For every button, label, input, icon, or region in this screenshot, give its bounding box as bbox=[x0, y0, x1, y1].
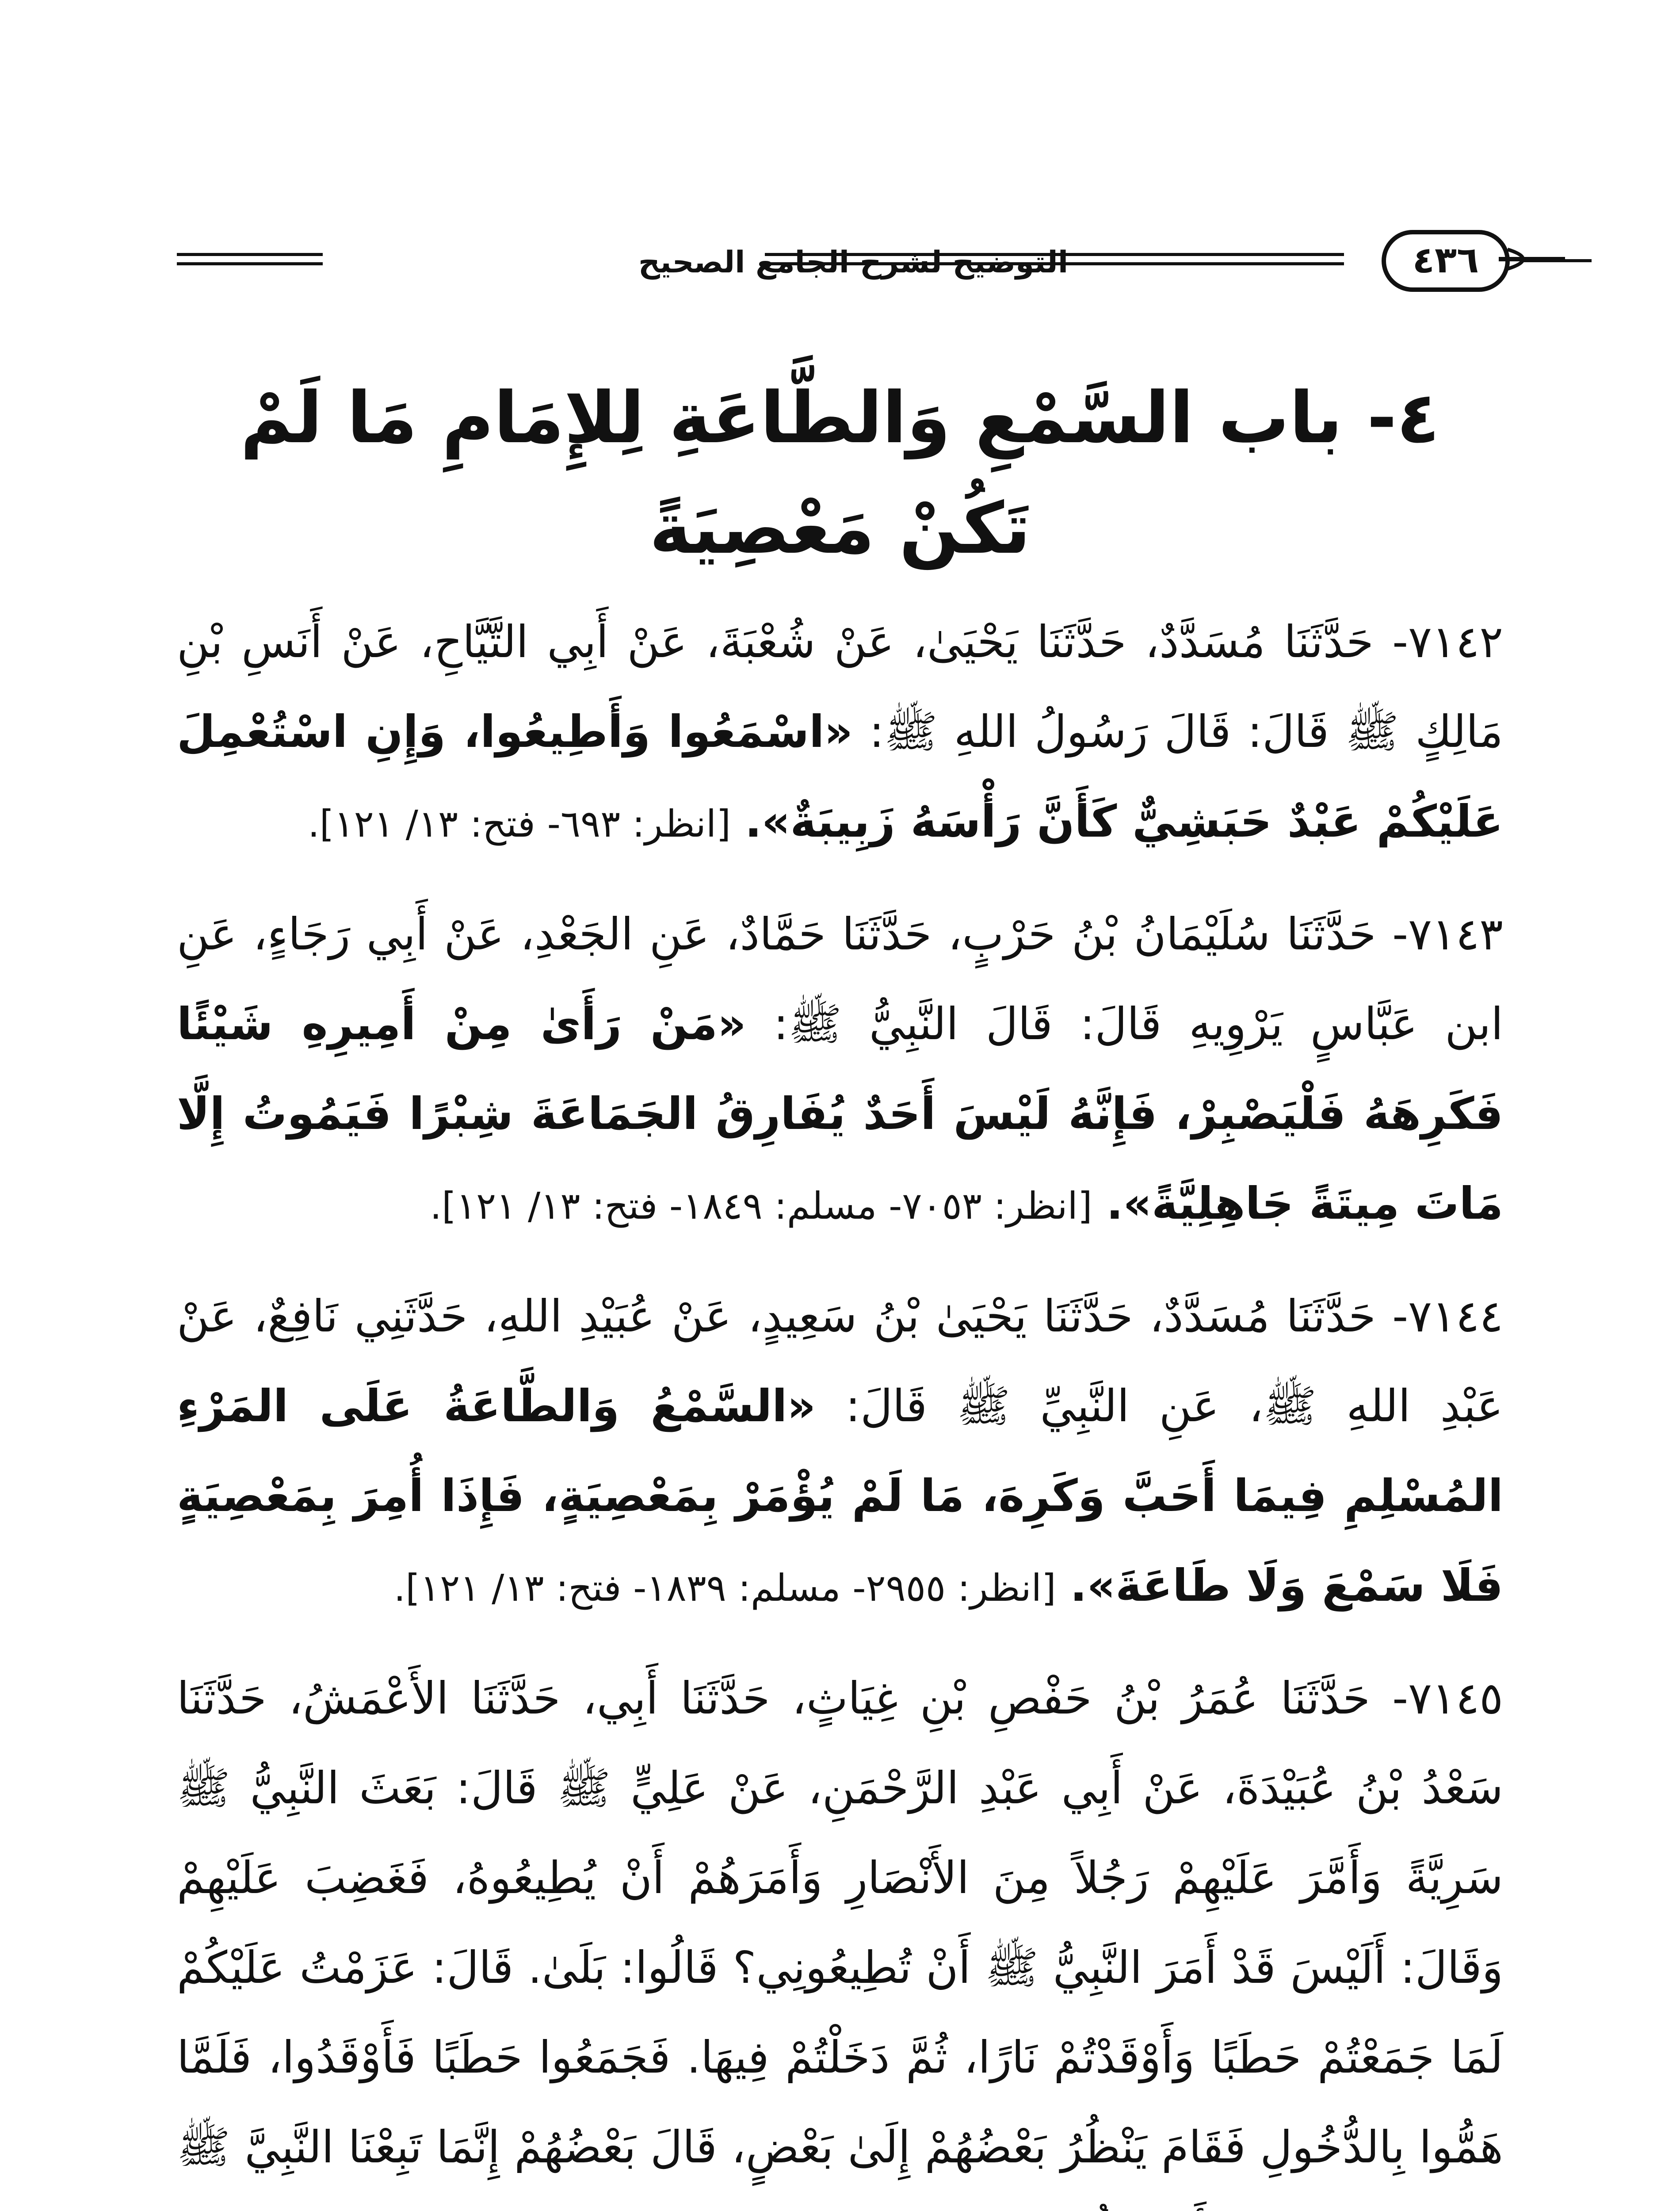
running-header bbox=[177, 230, 1592, 296]
hadith-speech: «اسْمَعُوا وَأَطِيعُوا، وَإِنِ اسْتُعْمِلَ عَلَيْكُمْ عَبْدٌ حَبَشِيٌّ كَأَنَّ رَأْسَهُ زَبِيبَةٌ». bbox=[177, 706, 1503, 847]
hadith-reference: [انظر: ٧٠٥٣- مسلم: ١٨٤٩- فتح: ١٣/ ١٢١]. bbox=[430, 1184, 1092, 1228]
hadith-7143 bbox=[177, 889, 1503, 1251]
hadith-reference: [انظر: ٦٩٣- فتح: ١٣/ ١٢١]. bbox=[308, 802, 731, 845]
page-number: ٤٣٦ bbox=[1382, 230, 1510, 292]
hadith-chain: حَدَّثَنَا مُسَدَّدٌ، حَدَّثَنَا يَحْيَىٰ، عَنْ شُعْبَةَ، عَنْ أَبِي التَّيَّاحِ، عَنْ أَنَسِ بْنِ مَالِكٍ ﷺ قَالَ: قَالَ رَسُولُ اللهِ ﷺ: bbox=[177, 616, 1503, 757]
hadith-7145 bbox=[177, 1653, 1503, 2211]
hadith-7142 bbox=[177, 597, 1503, 869]
hadith-speech: «السَّمْعُ وَالطَّاعَةُ عَلَى المَرْءِ المُسْلِمِ فِيمَا أَحَبَّ وَكَرِهَ، مَا لَمْ يُؤْمَرْ بِمَعْصِيَةٍ، فَإِذَا أُمِرَ بِمَعْصِيَةٍ فَلَا سَمْعَ وَلَا طَاعَةَ». bbox=[177, 1380, 1503, 1611]
hadith-chain: حَدَّثَنَا مُسَدَّدٌ، حَدَّثَنَا يَحْيَىٰ بْنُ سَعِيدٍ، عَنْ عُبَيْدِ اللهِ، حَدَّثَنِي نَافِعٌ، عَنْ عَبْدِ اللهِ ﷺ، عَنِ النَّبِيِّ ﷺ قَالَ: bbox=[177, 1290, 1503, 1432]
chapter-heading-line-1: ٤- باب السَّمْعِ وَالطَّاعَةِ لِلإِمَامِ مَا لَمْ bbox=[240, 376, 1440, 459]
hadith-number: ٧١٤٢- bbox=[1392, 616, 1503, 668]
hadith-number: ٧١٤٣- bbox=[1392, 908, 1503, 960]
body-text bbox=[177, 597, 1503, 2211]
running-title: التوضيح لشرح الجامع الصحيح bbox=[638, 245, 1069, 280]
hadith-number: ٧١٤٥- bbox=[1392, 1672, 1503, 1724]
header-rule-left bbox=[177, 253, 323, 265]
chapter-heading-line-2: تَكُنْ مَعْصِيَةً bbox=[649, 487, 1031, 570]
hadith-number: ٧١٤٤- bbox=[1392, 1290, 1503, 1342]
hadith-chain: حَدَّثَنَا سُلَيْمَانُ بْنُ حَرْبٍ، حَدَّثَنَا حَمَّادٌ، عَنِ الجَعْدِ، عَنْ أَبِي رَجَاءٍ، عَنِ ابن عَبَّاسٍ يَرْوِيهِ قَالَ: قَالَ النَّبِيُّ ﷺ: bbox=[177, 908, 1503, 1050]
hadith-speech: «مَنْ رَأَىٰ مِنْ أَمِيرِهِ شَيْئًا فَكَرِهَهُ فَلْيَصْبِرْ، فَإِنَّهُ لَيْسَ أَحَدٌ يُفَارِقُ الجَمَاعَةَ شِبْرًا فَيَمُوتُ إِلَّا مَاتَ مِيتَةً جَاهِلِيَّةً». bbox=[177, 998, 1503, 1229]
chapter-heading bbox=[221, 363, 1459, 584]
hadith-chain: حَدَّثَنَا عُمَرُ بْنُ حَفْصِ بْنِ غِيَاثٍ، حَدَّثَنَا أَبِي، حَدَّثَنَا الأَعْمَشُ، حَدَّثَنَا سَعْدُ بْنُ عُبَيْدَةَ، عَنْ أَبِي عَبْدِ الرَّحْمَنِ، عَنْ عَلِيٍّ ﷺ قَالَ: بَعَثَ النَّبِيُّ ﷺ سَرِيَّةً وَأَمَّرَ عَلَيْهِمْ رَجُلاً مِنَ الأَنْصَارِ وَأَمَرَهُمْ أَنْ يُطِيعُوهُ، فَغَضِبَ عَلَيْهِمْ وَقَالَ: أَلَيْسَ قَدْ أَمَرَ النَّبِيُّ ﷺ أَنْ تُطِيعُونِي؟ قَالُوا: بَلَىٰ. قَالَ: عَزَمْتُ عَلَيْكُمْ لَمَا جَمَعْتُمْ حَطَبًا وَأَوْقَدْتُمْ نَارًا، ثُمَّ دَخَلْتُمْ فِيهَا. فَجَمَعُوا حَطَبًا فَأَوْقَدُوا، فَلَمَّا هَمُّوا بِالدُّخُولِ فَقَامَ يَنْظُرُ بَعْضُهُمْ إِلَىٰ بَعْضٍ، قَالَ بَعْضُهُمْ إِنَّمَا تَبِعْنَا النَّبِيَّ ﷺ bbox=[177, 1672, 1503, 2173]
hadith-reference: [انظر: ٢٩٥٥- مسلم: ١٨٣٩- فتح: ١٣/ ١٢١]. bbox=[393, 1566, 1056, 1610]
hadith-7144 bbox=[177, 1271, 1503, 1633]
page-number-ornament-icon bbox=[1499, 246, 1583, 272]
